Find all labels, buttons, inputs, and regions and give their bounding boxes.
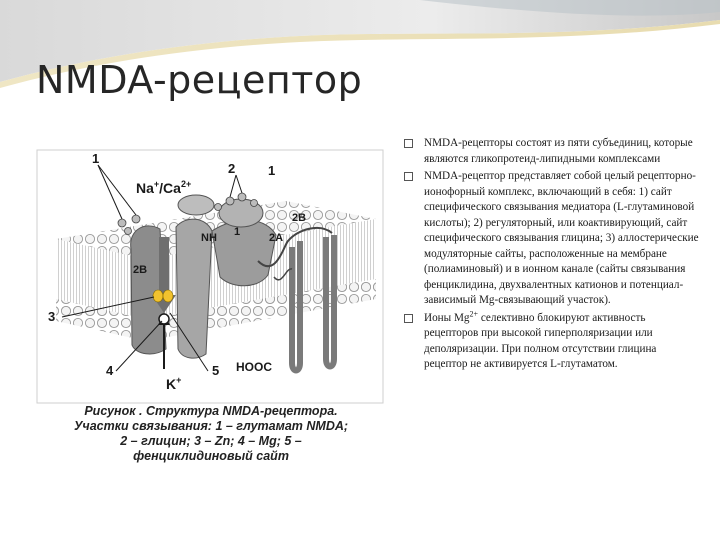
site-number-5: 5 bbox=[212, 363, 220, 378]
subunit-2a-label: 2A bbox=[269, 232, 284, 244]
subunit-2b-right-label: 2B bbox=[292, 212, 307, 224]
slide-title: NMDA-рецептор bbox=[36, 58, 363, 102]
bullet-list bbox=[402, 136, 702, 375]
caption-line-1: Рисунок . Структура NMDA-рецептора. bbox=[84, 404, 338, 418]
receptor-diagram bbox=[36, 149, 384, 404]
bullet-item-mg-ions bbox=[402, 308, 702, 373]
label-nh: NH bbox=[201, 232, 217, 244]
caption-line-4: фенциклидиновый сайт bbox=[133, 449, 289, 463]
bullet-item-complex bbox=[402, 169, 702, 309]
site-number-4: 4 bbox=[106, 363, 114, 378]
square-bullet-icon bbox=[404, 172, 413, 181]
ion-label-k: K+ bbox=[166, 375, 182, 392]
ion-label-na-ca: $Na^+/Ca^{2+}$ bbox=[136, 179, 192, 196]
site-number-1-right: 1 bbox=[268, 163, 276, 178]
bullet-text: NMDA-рецептор представляет собой целый рецепторно-ионофорный комплекс, включающий в себя: 1) сайт специфического связывания медиатора (L-глутаминовой кислоты); 2) регуляторный, или коактивирующий, сайт специфического связывания глицина; 3) аллостерические модуляторные сайты, расположенные на мембране (полиаминовый) и в ионном канале (сайты связывания фенциклидина, двухвалентных катионов и потенциал-зависимый Mg-связывающий участок). bbox=[424, 170, 699, 306]
subunit-1-label: 1 bbox=[234, 226, 241, 238]
site-number-1-left: 1 bbox=[92, 151, 100, 166]
site-number-2: 2 bbox=[228, 161, 236, 176]
site-number-3: 3 bbox=[48, 309, 56, 324]
subunit-2b-left-label: 2B bbox=[133, 264, 148, 276]
bullet-text: Ионы $Mg^{2+}$ селективно блокируют активность рецепторов при высокой гиперполяризации или деполяризации. При полном отсутствии глицина рецептор не активируется L-глутаматом. bbox=[424, 308, 657, 370]
square-bullet-icon bbox=[404, 314, 413, 323]
square-bullet-icon bbox=[404, 139, 413, 148]
label-hooc: HOOC bbox=[236, 360, 272, 374]
bullet-item-subunits bbox=[402, 136, 702, 167]
caption-line-3: 2 – глицин; 3 – Zn; 4 – Mg; 5 – bbox=[120, 434, 302, 448]
bullet-text: NMDA-рецепторы состоят из пяти субъединиц, которые являются гликопротеид-липидными комплексами bbox=[424, 137, 693, 165]
caption-line-2: Участки связывания: 1 – глутамат NMDA; bbox=[73, 419, 349, 433]
figure-caption bbox=[36, 404, 386, 464]
